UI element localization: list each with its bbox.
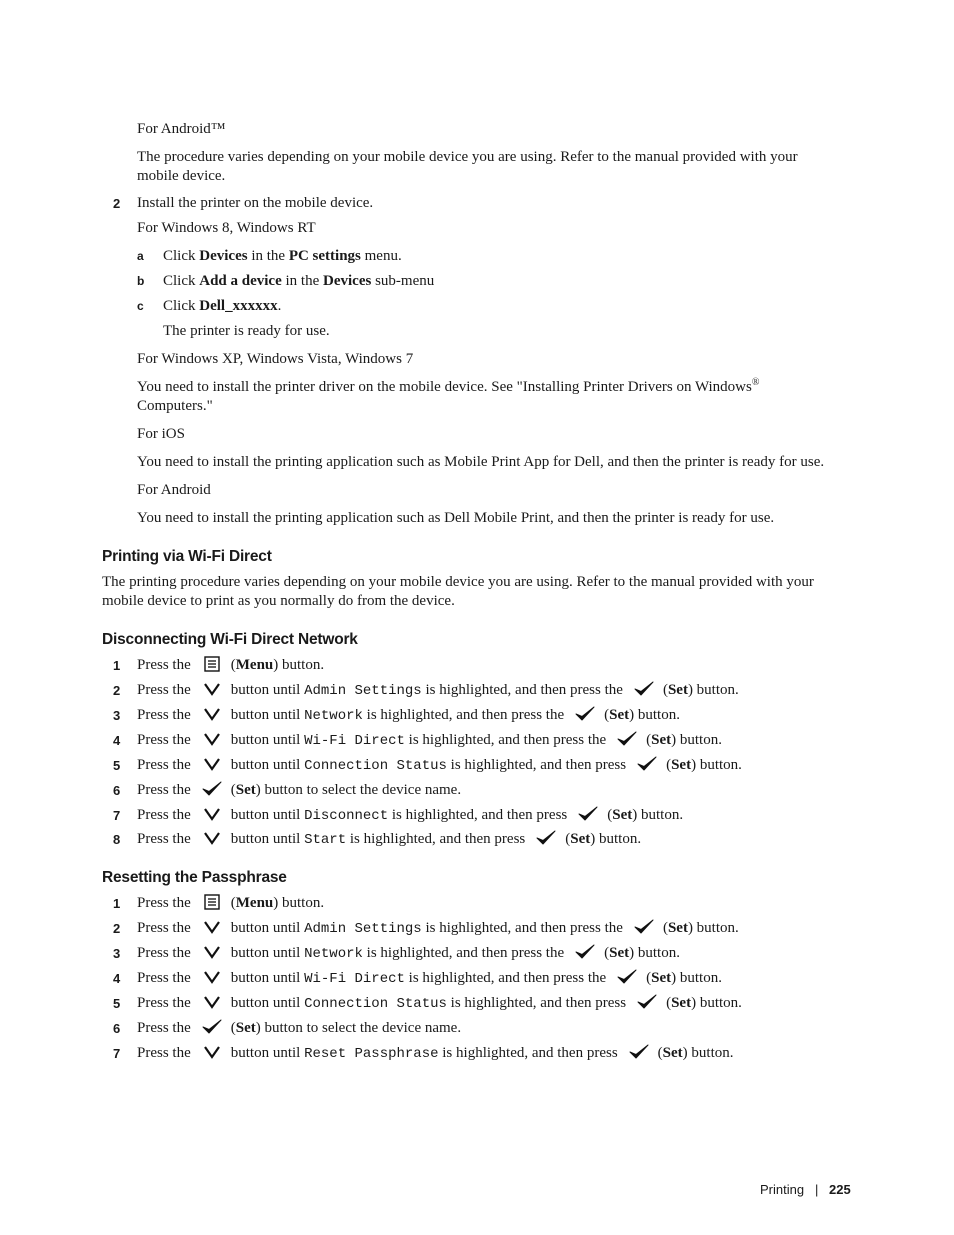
section-heading: Printing via Wi-Fi Direct	[102, 548, 272, 565]
menu-icon	[201, 656, 223, 672]
step-text: Press the button until Network is highlighted, and then press the (Set) button.	[137, 945, 680, 962]
step-number: 1	[113, 896, 121, 911]
chevron-down-icon	[201, 830, 223, 846]
chevron-down-icon	[201, 731, 223, 747]
section-heading: Disconnecting Wi-Fi Direct Network	[102, 631, 358, 648]
substep-letter: c	[137, 299, 144, 313]
android2-text: You need to install the printing application such as Dell Mobile Print, and then the printer is ready for use.	[137, 510, 775, 526]
chevron-down-icon	[201, 806, 223, 822]
substep-a: Click Devices in the PC settings menu.	[163, 248, 402, 264]
winxp-text: You need to install the printer driver on the mobile device. See "Installing Printer Drivers on Windows®	[137, 377, 760, 395]
step-text: Press the (Set) button to select the device name.	[137, 1020, 462, 1036]
step-text: Press the button until Connection Status is highlighted, and then press (Set) button.	[137, 757, 742, 774]
step-number: 5	[113, 758, 121, 773]
step-text: Press the (Menu) button.	[137, 895, 325, 911]
step-text: Install the printer on the mobile device.	[137, 195, 374, 211]
section-text: The printing procedure varies depending on your mobile device you are using. Refer to the manual provided with your mobile device to print as you normally do from the device.	[102, 574, 814, 609]
step-text: Press the button until Admin Settings is highlighted, and then press the (Set) button.	[137, 682, 739, 699]
check-icon	[616, 731, 638, 747]
check-icon	[636, 994, 658, 1010]
step-text: Press the button until Wi-Fi Direct is highlighted, and then press the (Set) button.	[137, 732, 722, 749]
step-number: 1	[113, 658, 121, 673]
step-number: 8	[113, 832, 121, 847]
chevron-down-icon	[201, 969, 223, 985]
step-text: Press the button until Reset Passphrase is highlighted, and then press (Set) button.	[137, 1045, 734, 1062]
step-text: Press the button until Disconnect is highlighted, and then press (Set) button.	[137, 807, 684, 824]
chevron-down-icon	[201, 706, 223, 722]
step-number: 4	[113, 971, 121, 986]
chevron-down-icon	[201, 994, 223, 1010]
check-icon	[201, 1019, 223, 1035]
footer-section: Printing	[760, 1182, 805, 1197]
winxp-text-2: Computers."	[137, 398, 213, 414]
android-label: For Android™	[137, 121, 226, 137]
win8-label: For Windows 8, Windows RT	[137, 220, 316, 236]
substep-letter: b	[137, 274, 145, 288]
check-icon	[628, 1044, 650, 1060]
step-text: Press the button until Network is highlighted, and then press the (Set) button.	[137, 707, 680, 724]
check-icon	[574, 944, 596, 960]
ios-label: For iOS	[137, 426, 185, 442]
check-icon	[574, 706, 596, 722]
chevron-down-icon	[201, 681, 223, 697]
chevron-down-icon	[201, 944, 223, 960]
footer-separator: |	[815, 1182, 819, 1197]
menu-icon	[201, 894, 223, 910]
substep-c: Click Dell_xxxxxx.	[163, 298, 282, 314]
step-number: 3	[113, 708, 121, 723]
step-number: 5	[113, 996, 121, 1011]
step-number: 4	[113, 733, 121, 748]
step-number: 7	[113, 808, 121, 823]
check-icon	[201, 781, 223, 797]
check-icon	[616, 969, 638, 985]
check-icon	[633, 681, 655, 697]
step-text: Press the button until Wi-Fi Direct is highlighted, and then press the (Set) button.	[137, 970, 722, 987]
winxp-label: For Windows XP, Windows Vista, Windows 7	[137, 351, 414, 367]
step-number: 3	[113, 946, 121, 961]
step-number: 2	[113, 683, 121, 698]
step-text: Press the button until Start is highlighted, and then press (Set) button.	[137, 831, 642, 848]
step-number: 2	[113, 921, 121, 936]
ios-text: You need to install the printing application such as Mobile Print App for Dell, and then the printer is ready for use.	[137, 454, 825, 470]
step-text: Press the (Menu) button.	[137, 657, 325, 673]
step-text: Press the (Set) button to select the device name.	[137, 782, 462, 798]
ready-text: The printer is ready for use.	[163, 323, 330, 339]
android2-label: For Android	[137, 482, 211, 498]
step-number: 6	[113, 1021, 121, 1036]
section-heading: Resetting the Passphrase	[102, 869, 287, 886]
chevron-down-icon	[201, 919, 223, 935]
substep-letter: a	[137, 249, 144, 263]
step-text: Press the button until Admin Settings is highlighted, and then press the (Set) button.	[137, 920, 739, 937]
step-number: 2	[113, 196, 121, 211]
page-number: 225	[829, 1182, 851, 1197]
substep-b: Click Add a device in the Devices sub-menu	[163, 273, 435, 289]
step-number: 7	[113, 1046, 121, 1061]
chevron-down-icon	[201, 1044, 223, 1060]
android-text: The procedure varies depending on your mobile device you are using. Refer to the manual provided with your mobile device.	[137, 149, 798, 184]
check-icon	[636, 756, 658, 772]
check-icon	[577, 806, 599, 822]
check-icon	[633, 919, 655, 935]
chevron-down-icon	[201, 756, 223, 772]
step-text: Press the button until Connection Status is highlighted, and then press (Set) button.	[137, 995, 742, 1012]
step-number: 6	[113, 783, 121, 798]
check-icon	[535, 830, 557, 846]
